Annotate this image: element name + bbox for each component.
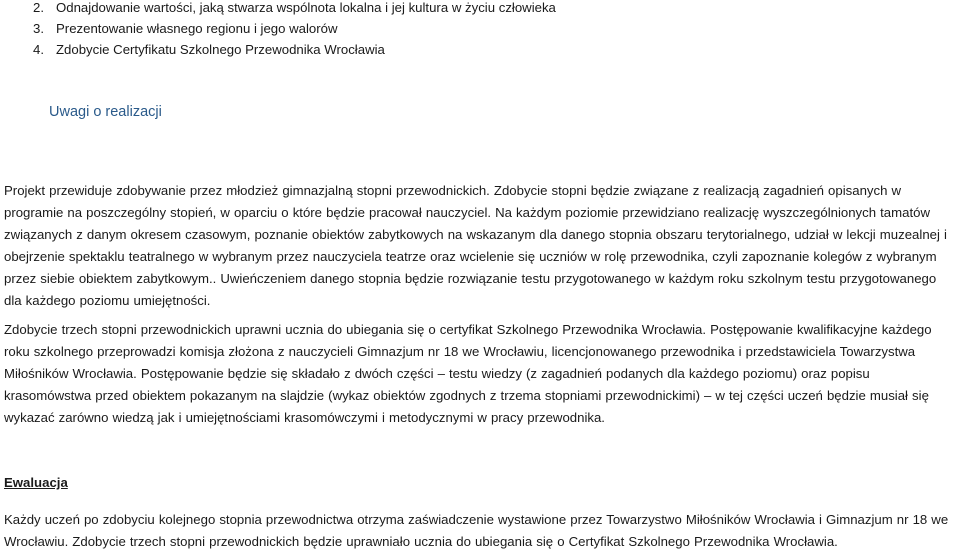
implementation-paragraph: Projekt przewiduje zdobywanie przez młodzież gimnazjalną stopni przewodnickich. Zdobycie stopni będzie związane z realizacją zagadnień opisanych w programie na poszczególny stopień, w oparciu o które będzie pracował nauczyciel. Na każdym poziomie przewidziano realizację wyszczególnionych tamatów związanych z danym okresem czasowym, poznanie obiektów zabytkowych na wskazanym dla danego stopnia obszaru terytorialnego, udział w lekcji muzealnej i obejrzenie spektaklu teatralnego w wybranym przez nauczyciela teatrze oraz wcielenie się uczniów w rolę przewodnika, czyli zapoznanie kolegów z wybranym przez siebie obiektem zabytkowym.. Uwieńczeniem danego stopnia będzie rozwiązanie testu przygotowanego w każdym roku szkolnym testu przygotowanego dla każdego poziomu umiejętności. <box>4 183 947 308</box>
list-item <box>33 18 556 39</box>
evaluation-paragraph: Każdy uczeń po zdobyciu kolejnego stopnia przewodnictwa otrzyma zaświadczenie wystawione przez Towarzystwo Miłośników Wrocławia i Gimnazjum nr 18 we Wrocławiu. Zdobycie trzech stopni przewodnickich będzie uprawniało ucznia do ubiegania się o Certyfikat Szkolnego Przewodnika Wrocławia. <box>4 512 949 549</box>
list-item-number: 2. <box>33 0 44 15</box>
list-item-text: Zdobycie Certyfikatu Szkolnego Przewodnika Wrocławia <box>56 42 385 57</box>
goals-list <box>33 0 556 60</box>
list-item <box>33 39 556 60</box>
list-item-number: 4. <box>33 42 44 57</box>
list-item <box>33 0 556 18</box>
evaluation-heading: Ewaluacja <box>4 475 68 490</box>
list-item-text: Prezentowanie własnego regionu i jego walorów <box>56 21 338 36</box>
remarks-heading: Uwagi o realizacji <box>49 104 162 120</box>
list-item-number: 3. <box>33 21 44 36</box>
list-item-text: Odnajdowanie wartości, jaką stwarza wspólnota lokalna i jej kultura w życiu człowieka <box>56 0 556 15</box>
certificate-paragraph: Zdobycie trzech stopni przewodnickich uprawni ucznia do ubiegania się o certyfikat Szkolnego Przewodnika Wrocławia. Postępowanie kwalifikacyjne każdego roku szkolnego przeprowadzi komisja złożona z nauczycieli Gimnazjum nr 18 we Wrocławiu, licencjonowanego przewodnika i przedstawiciela Towarzystwa Miłośników Wrocławia. Postępowanie będzie się składało z dwóch części – testu wiedzy (z zagadnień podanych dla każdego poziomu) oraz popisu krasomówstwa przed obiektem pokazanym na slajdzie (wykaz obiektów zgodnych z trzema stopniami przewodnickimi) – w tej części uczeń będzie musiał się wykazać zarówno wiedzą jak i umiejętnościami krasomówczymi i metodycznymi w pracy przewodnika. <box>4 322 932 425</box>
